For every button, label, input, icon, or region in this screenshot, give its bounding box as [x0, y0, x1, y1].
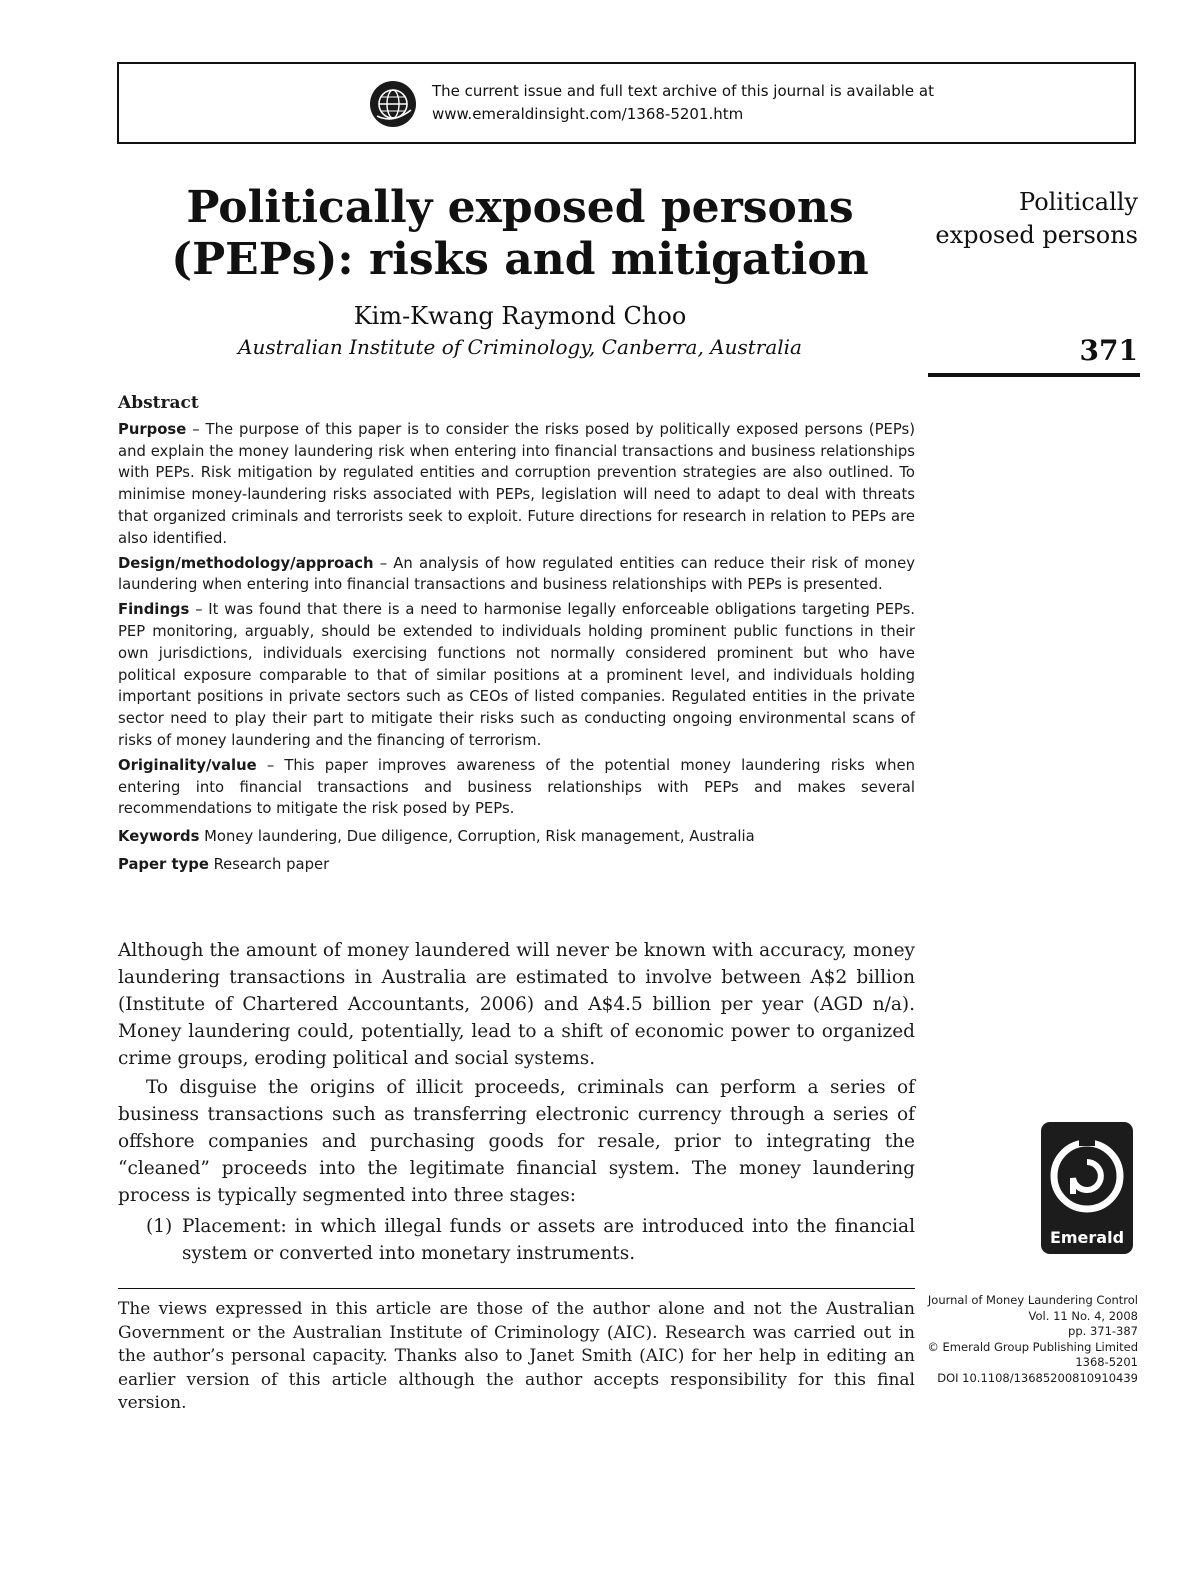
- page-number: 371: [1079, 334, 1138, 367]
- body-paragraph-2: To disguise the origins of illicit proceeds, criminals can perform a series of business transactions such as transferring electronic currency through a series of offshore companies and purchasing goods for resale, prior to integrating the “cleaned” proceeds into the legitimate financial system. The money laundering process is typically segmented into three stages:: [118, 1077, 915, 1206]
- journal-url-link[interactable]: www.emeraldinsight.com/1368-5201.htm: [432, 105, 744, 123]
- journal-citation-info: [908, 1293, 1138, 1387]
- journal-doi[interactable]: DOI 10.1108/13685200810910439: [937, 1370, 1138, 1385]
- paper-type-label: Paper type: [118, 855, 209, 873]
- title-line-2: (PEPs): risks and mitigation: [171, 234, 869, 285]
- page-number-rule: [928, 373, 1140, 377]
- abstract-keywords: [118, 826, 915, 848]
- globe-icon: [369, 80, 417, 128]
- journal-copyright: © Emerald Group Publishing Limited: [927, 1339, 1138, 1354]
- purpose-text: – The purpose of this paper is to consider the risks posed by politically exposed persons (PEPs) and explain the money laundering risk when entering into financial transactions and business relationships with PEPs. Risk mitigation by regulated entities and corruption prevention strategies are also outlined. To minimise money-laundering risks associated with PEPs, legislation will need to adapt to deal with threats that organized criminals and terrorists seek to exploit. Future directions for research in relation to PEPs are also identified.: [118, 420, 915, 547]
- list-item-text: Placement: in which illegal funds or assets are introduced into the financial system or converted into monetary instruments.: [182, 1216, 915, 1264]
- journal-pages: pp. 371-387: [1068, 1324, 1138, 1339]
- logo-text: Emerald: [1049, 1228, 1125, 1247]
- footnote-divider: [118, 1288, 915, 1289]
- abstract-heading: Abstract: [118, 393, 199, 413]
- author-footnote: The views expressed in this article are those of the author alone and not the Australian Government or the Australian Institute of Criminology (AIC). Research was carried out in the author’s personal capacity. Thanks also to Janet Smith (AIC) for her help in editing an earlier version of this article although the author accepts responsibility for this final version.: [118, 1299, 915, 1413]
- findings-text: – It was found that there is a need to harmonise legally enforceable obligations targeting PEPs. PEP monitoring, arguably, should be extended to individuals holding prominent public functions in their own jurisdictions, individuals exercising functions not normally considered prominent but who have political exposure comparable to that of similar positions at a prominent level, and individuals holding important positions in private sectors such as CEOs of listed companies. Regulated entities in the private sector need to play their part to mitigate their risks such as conducting ongoing environmental scans of risks of money laundering and the financing of terrorism.: [118, 601, 915, 749]
- running-title: [878, 186, 1138, 252]
- abstract-originality: [118, 755, 915, 820]
- running-title-line-1: Politically: [1019, 188, 1138, 216]
- article-title: [150, 182, 890, 286]
- author-affiliation: Australian Institute of Criminology, Canberra, Australia: [238, 335, 802, 359]
- abstract-purpose: [118, 419, 915, 550]
- body-paragraph-1: Although the amount of money laundered will never be known with accuracy, money laundering transactions in Australia are estimated to involve between A$2 billion (Institute of Chartered Accountants, 2006) and A$4.5 billion per year (AGD n/a). Money laundering could, potentially, lead to a shift of economic power to organized crime groups, eroding political and social systems.: [118, 940, 915, 1069]
- abstract-design: [118, 553, 915, 597]
- list-item: [118, 1213, 915, 1267]
- journal-volume: Vol. 11 No. 4, 2008: [1028, 1308, 1138, 1323]
- emerald-logo: [1041, 1122, 1133, 1254]
- design-text: – An analysis of how regulated entities can reduce their risk of money laundering when entering into financial transactions and business relationships with PEPs is presented.: [118, 554, 915, 594]
- originality-text: – This paper improves awareness of the potential money laundering risks when entering into financial transactions and business relationships with PEPs and makes several recommendations to mitigate the risk posed by PEPs.: [118, 756, 915, 818]
- body-text: [118, 937, 915, 1267]
- journal-availability-banner: [117, 62, 1136, 144]
- journal-name: Journal of Money Laundering Control: [927, 1293, 1138, 1307]
- paper-type-text: Research paper: [208, 855, 330, 873]
- author-name: Kim-Kwang Raymond Choo: [353, 302, 687, 330]
- title-line-1: Politically exposed persons: [186, 182, 854, 233]
- abstract-paper-type: [118, 854, 915, 876]
- keywords-text: Money laundering, Due diligence, Corruption, Risk management, Australia: [199, 828, 755, 846]
- findings-label: Findings: [118, 601, 190, 619]
- running-title-line-2: exposed persons: [935, 221, 1138, 249]
- abstract-section: [118, 393, 915, 876]
- list-item-number: (1): [146, 1216, 173, 1237]
- keywords-label: Keywords: [118, 828, 200, 846]
- journal-issn: 1368-5201: [1075, 1355, 1138, 1370]
- banner-text: [432, 80, 934, 126]
- abstract-findings: [118, 599, 915, 752]
- purpose-label: Purpose: [118, 420, 187, 438]
- banner-line-1: The current issue and full text archive of this journal is available at: [432, 82, 934, 100]
- originality-label: Originality/value: [118, 756, 257, 774]
- design-label: Design/methodology/approach: [118, 554, 374, 572]
- emerald-swirl-icon: [1049, 1132, 1125, 1224]
